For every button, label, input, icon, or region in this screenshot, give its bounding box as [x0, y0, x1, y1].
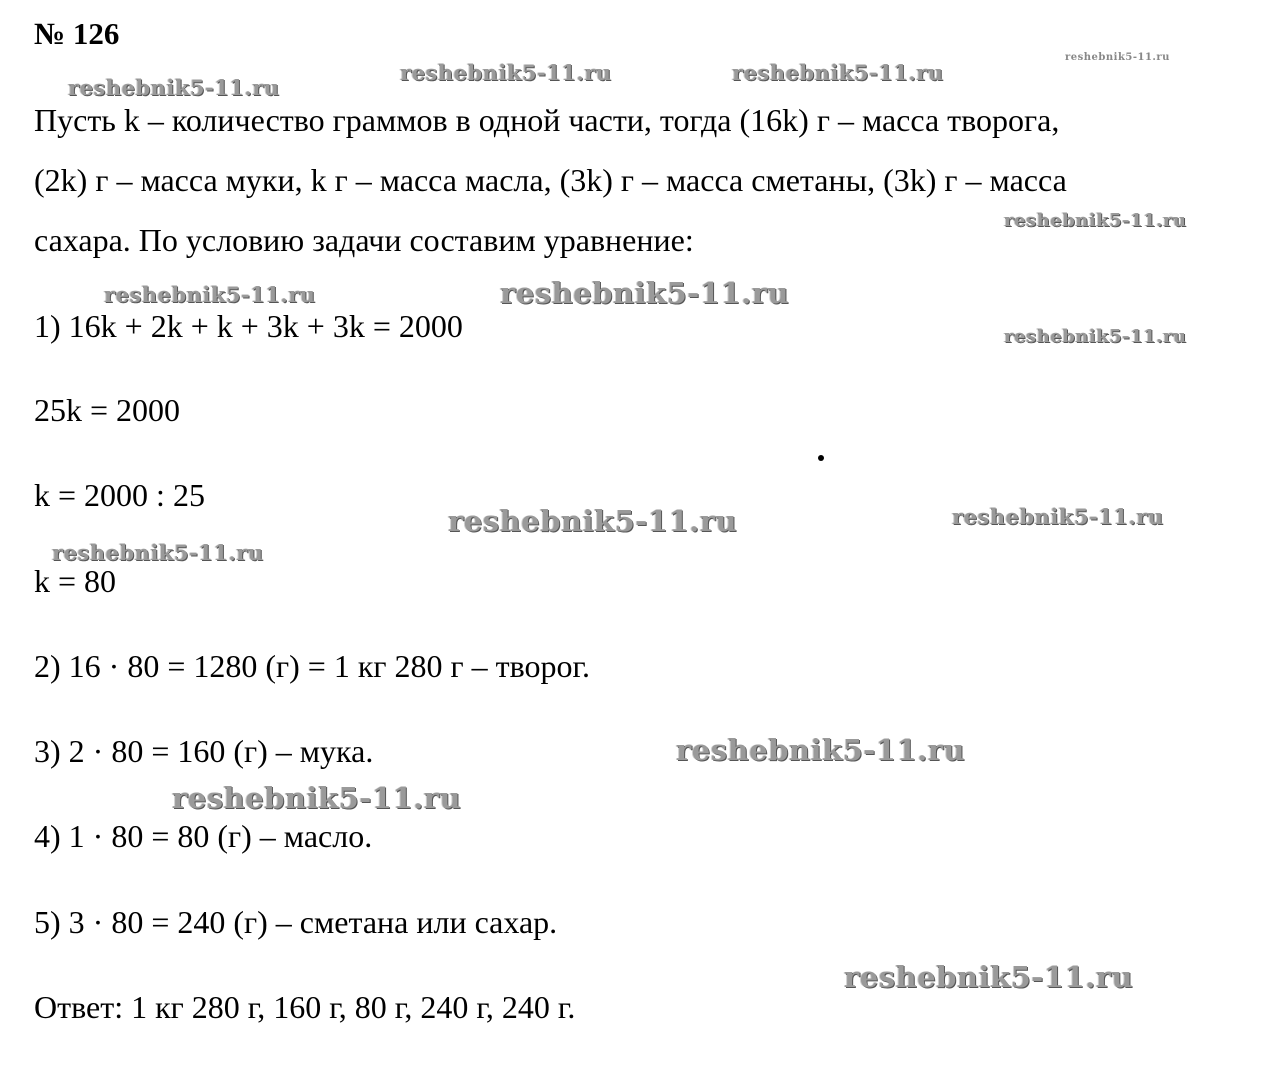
step-5: 5) 3 · 80 = 240 (г) – сметана или сахар.	[34, 904, 558, 940]
problem-number: № 126	[34, 16, 120, 51]
watermark: reshebnik5-11.ru	[52, 540, 264, 565]
equation-4: k = 80	[34, 563, 117, 599]
equation-2: 25k = 2000	[34, 392, 181, 428]
watermark: reshebnik5-11.ru	[676, 733, 966, 767]
dot-mark	[818, 455, 824, 461]
watermark: reshebnik5-11.ru	[952, 504, 1164, 529]
equation-1: 1) 16k + 2k + k + 3k + 3k = 2000	[34, 308, 463, 344]
text-line-1: Пусть k – количество граммов в одной части, тогда (16k) г – масса творога,	[34, 102, 1060, 138]
watermark: reshebnik5-11.ru	[844, 960, 1134, 994]
watermark: reshebnik5-11.ru	[68, 75, 280, 100]
watermark: reshebnik5-11.ru	[400, 60, 612, 85]
watermark: reshebnik5-11.ru	[1065, 52, 1170, 63]
watermark: reshebnik5-11.ru	[1004, 210, 1187, 231]
step-2: 2) 16 · 80 = 1280 (г) = 1 кг 280 г – творог.	[34, 648, 591, 684]
watermark: reshebnik5-11.ru	[172, 781, 462, 815]
step-4: 4) 1 · 80 = 80 (г) – масло.	[34, 818, 373, 854]
answer-line: Ответ: 1 кг 280 г, 160 г, 80 г, 240 г, 240 г.	[34, 989, 576, 1025]
text-line-3: сахара. По условию задачи составим уравнение:	[34, 222, 694, 258]
watermark: reshebnik5-11.ru	[732, 60, 944, 85]
step-3: 3) 2 · 80 = 160 (г) – мука.	[34, 733, 374, 769]
watermark: reshebnik5-11.ru	[500, 276, 790, 310]
watermark: reshebnik5-11.ru	[1004, 326, 1187, 347]
equation-3: k = 2000 : 25	[34, 477, 205, 513]
watermark: reshebnik5-11.ru	[104, 282, 316, 307]
text-line-2: (2k) г – масса муки, k г – масса масла, (3k) г – масса сметаны, (3k) г – масса	[34, 162, 1067, 198]
watermark: reshebnik5-11.ru	[448, 504, 738, 538]
